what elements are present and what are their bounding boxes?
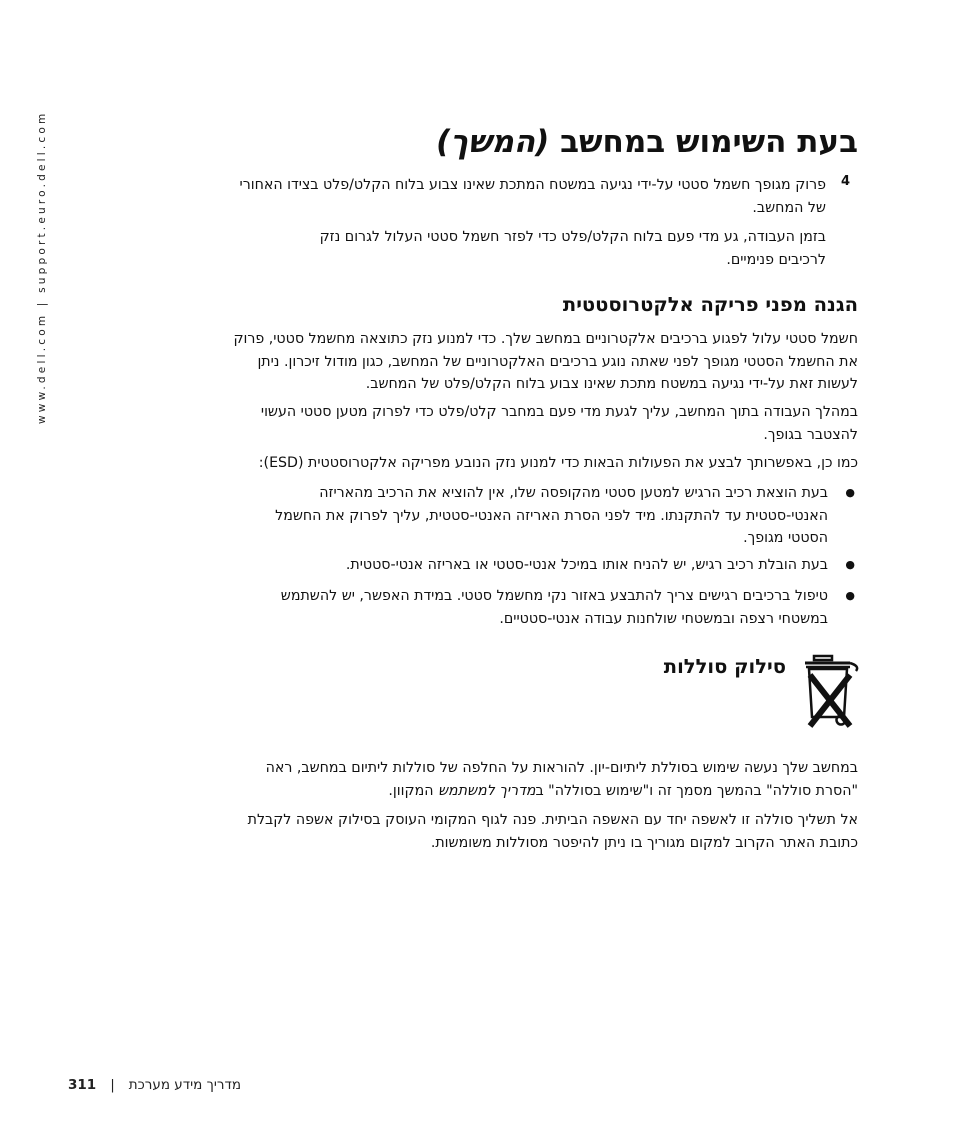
battery-p1-line-2-a: "הסרת סוללה" בהמשך מסמך זה ו"שימוש בסוללה" ב <box>535 782 858 799</box>
footer-label: מדריך מידע מערכת <box>128 1077 242 1093</box>
crossed-out-wheeled-bin-icon <box>798 653 862 733</box>
step-4-line-1: פרוק מגופך חשמל סטטי על-ידי נגיעה במשטח המתכת שאינו צבוע בלוח הקלט/פלט בצידו האחורי <box>239 177 826 193</box>
esd-heading: הגנה מפני פריקה אלקטרוסטטית <box>562 293 858 316</box>
page-footer <box>68 1077 241 1093</box>
page-number: 311 <box>68 1077 97 1093</box>
battery-p1-line-2-b: המקוון. <box>388 782 438 799</box>
footer-separator: | <box>110 1077 115 1093</box>
side-url: www.dell.com | support.euro.dell.com <box>36 110 48 424</box>
battery-p2-line-2: כתובת האתר הקרוב למקום מגוריך בו ניתן להיפטר מסוללות משומשות. <box>430 834 858 851</box>
title-main: בעת השימוש במחשב <box>560 124 858 160</box>
user-guide-title: מדריך למשתמש <box>438 782 536 799</box>
esd-bullet-1-line-1: בעת הוצאת רכיב הרגיש למטען סטטי מהקופסה שלו, אין להוציא את הרכיב מהאריזה <box>319 485 828 501</box>
step-4-text <box>166 174 826 219</box>
title-paren: (המשך) <box>436 124 550 160</box>
step-4-sub-line-1: בזמן העבודה, גע מדי פעם בלוח הקלט/פלט כדי לפזר חשמל סטטי העלול לגרום נזק <box>319 229 826 245</box>
step-number: 4 <box>840 174 850 189</box>
esd-bullet-1-line-2: האנטי-סטטית עד להתקנתו. מיד לפני הסרת האריזה האנטי-סטטית, עליך לפרוק את החשמל <box>275 507 828 524</box>
battery-p2-line-1: אל תשליך סוללה זו לאשפה יחד עם האשפה הביתית. פנה לגוף המקומי העוסק בסילוק אשפה לקבלת <box>247 812 858 828</box>
esd-bullet-3-line-1: טיפול ברכיבים רגישים צריך להתבצע באזור נקי מחשמל סטטי. במידת האפשר, יש להשתמש <box>280 588 828 604</box>
step-4-sub-line-2: לרכיבים פנימיים. <box>726 251 826 268</box>
battery-heading: סילוק סוללות <box>663 655 786 678</box>
esd-p1-line-2: את החשמל הסטטי מגופך לפני שאתה נוגע ברכיבים האלקטרוניים של המחשב, כגון מודול זיכרון. ניתן <box>257 353 858 370</box>
esd-paragraph-3: כמו כן, באפשרותך לבצע את הפעולות הבאות כדי למנוע נזק הנובע מפריקה אלקטרוסטטית (ESD): <box>258 455 858 471</box>
esd-bullet-1 <box>188 482 828 550</box>
bullet-marker: ● <box>845 589 855 602</box>
battery-paragraph-2 <box>178 809 858 854</box>
battery-p1-line-2 <box>178 780 858 803</box>
page-title <box>158 122 858 162</box>
esd-bullet-1-line-3: הסטטי מגופך. <box>743 530 828 546</box>
esd-bullet-2-line-1: בעת הובלת רכיב רגיש, יש להניח אותו במיכל אנטי-סטטי או באריזה אנטי-סטטית. <box>345 557 828 573</box>
esd-p1-line-3: לעשות זאת על-ידי נגיעה במשטח מתכת שאינו צבוע בלוח הקלט/פלט של המחשב. <box>365 376 858 392</box>
step-4-line-2: של המחשב. <box>752 199 826 216</box>
esd-paragraph-1 <box>178 328 858 396</box>
esd-paragraph-2 <box>178 401 858 446</box>
esd-p2-line-1: במהלך העבודה בתוך המחשב, עליך לגעת מדי פעם במחבר קלט/פלט כדי לפרוק מטען סטטי העשוי <box>260 404 858 420</box>
esd-p1-line-1: חשמל סטטי עלול לפגוע ברכיבים אלקטרוניים במחשב שלך. כדי למנוע נזק כתוצאה מחשמל סטטי, פרוק <box>233 331 858 347</box>
esd-bullet-3 <box>188 585 828 630</box>
step-4-subtext <box>206 226 826 271</box>
battery-paragraph-1 <box>178 757 858 802</box>
battery-p1-line-1: במחשב שלך נעשה שימוש בסוללת ליתיום-יון. להוראות על החלפה של סוללות ליתיום במחשב, ראה <box>265 760 858 776</box>
bullet-marker: ● <box>845 486 855 499</box>
esd-p2-line-2: להצטבר בגופך. <box>763 426 858 443</box>
esd-bullet-3-line-2: במשטחי רצפה ובמשטחי שולחנות עבודה אנטי-סטטיים. <box>499 610 828 627</box>
bullet-marker: ● <box>845 558 855 571</box>
esd-bullet-2 <box>188 554 828 577</box>
